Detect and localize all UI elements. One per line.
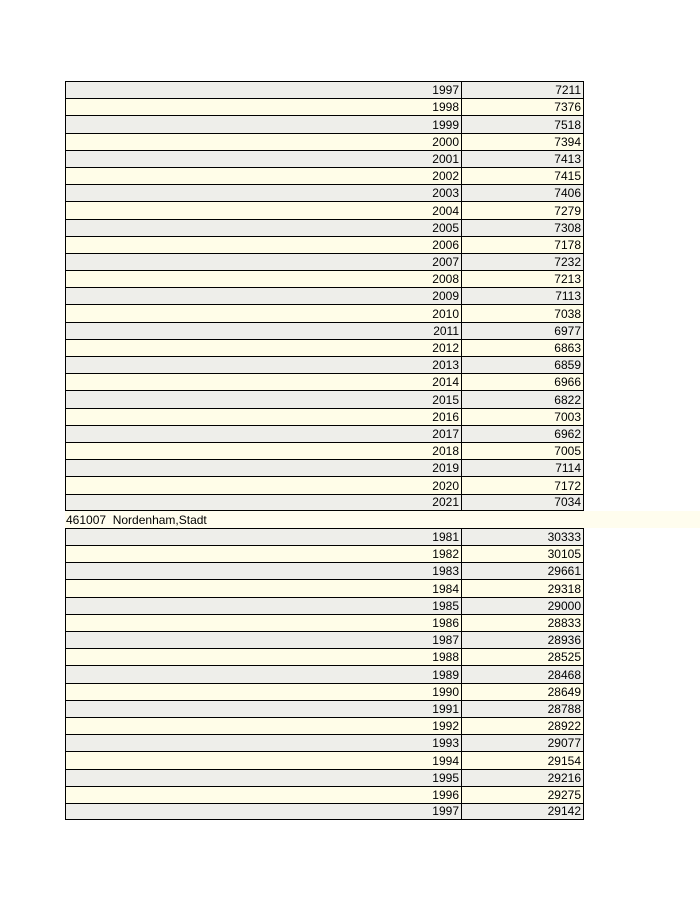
value-text: 7172	[554, 478, 581, 493]
table-row	[0, 717, 700, 734]
value-cell	[462, 425, 584, 442]
section-title: 461007 Nordenham,Stadt	[66, 512, 207, 527]
value-text: 29661	[547, 564, 581, 579]
value-cell	[462, 304, 584, 321]
year-text: 1986	[432, 616, 459, 630]
value-text: 7038	[554, 306, 581, 321]
year-cell	[65, 700, 462, 717]
year-cell	[65, 786, 462, 803]
table-row	[0, 734, 700, 751]
year-text: 2012	[432, 341, 459, 355]
year-cell	[65, 356, 462, 373]
year-cell	[65, 459, 462, 476]
year-text: 1983	[432, 564, 459, 579]
year-cell	[65, 476, 462, 493]
table-row	[0, 683, 700, 700]
table-row	[0, 219, 700, 236]
value-cell	[462, 700, 584, 717]
table-row	[0, 803, 700, 820]
year-cell	[65, 683, 462, 700]
value-text: 7406	[554, 186, 581, 201]
year-cell	[65, 167, 462, 184]
year-text: 1996	[432, 787, 459, 802]
value-text: 28525	[547, 650, 581, 665]
value-cell	[462, 270, 584, 287]
value-text: 29154	[547, 753, 581, 768]
table-row	[0, 631, 700, 648]
table-row	[0, 769, 700, 786]
year-cell	[65, 219, 462, 236]
table-row	[0, 528, 700, 545]
year-cell	[65, 631, 462, 648]
year-text: 1999	[432, 117, 459, 132]
year-cell	[65, 201, 462, 218]
value-text: 29216	[547, 770, 581, 785]
year-text: 2014	[432, 375, 459, 390]
value-cell	[462, 236, 584, 253]
value-text: 7413	[554, 151, 581, 166]
year-cell	[65, 98, 462, 115]
year-text: 1998	[432, 100, 459, 115]
year-cell	[65, 253, 462, 270]
value-cell	[462, 769, 584, 786]
year-text: 2009	[432, 289, 459, 304]
year-cell	[65, 373, 462, 390]
value-text: 6859	[554, 358, 581, 373]
year-cell	[65, 494, 462, 511]
year-text: 2002	[432, 169, 459, 184]
year-cell	[65, 150, 462, 167]
table-row	[0, 408, 700, 425]
year-cell	[65, 562, 462, 579]
value-text: 29000	[547, 598, 581, 613]
value-text: 29077	[547, 736, 581, 751]
value-text: 7005	[554, 444, 581, 459]
table-row	[0, 700, 700, 717]
year-text: 2007	[432, 255, 459, 270]
value-text: 6966	[554, 375, 581, 390]
year-text: 1984	[432, 581, 459, 596]
year-cell	[65, 425, 462, 442]
value-cell	[462, 408, 584, 425]
table-row	[0, 81, 700, 98]
table-row	[0, 322, 700, 339]
year-text: 2020	[432, 478, 459, 493]
year-cell	[65, 184, 462, 201]
year-text: 2011	[433, 323, 459, 338]
year-text: 1991	[432, 701, 459, 716]
table-row	[0, 167, 700, 184]
value-cell	[462, 390, 584, 407]
value-cell	[462, 201, 584, 218]
value-cell	[462, 597, 584, 614]
value-cell	[462, 562, 584, 579]
value-cell	[462, 133, 584, 150]
table-row	[0, 476, 700, 493]
year-text: 2005	[432, 220, 459, 235]
year-cell	[65, 322, 462, 339]
value-text: 28788	[547, 701, 581, 716]
year-cell	[65, 717, 462, 734]
year-cell	[65, 528, 462, 545]
value-cell	[462, 322, 584, 339]
value-cell	[462, 734, 584, 751]
value-text: 30333	[547, 530, 581, 545]
year-cell	[65, 115, 462, 132]
year-text: 2019	[432, 461, 459, 476]
value-text: 28833	[547, 616, 581, 630]
value-text: 7114	[555, 461, 581, 476]
value-text: 29142	[547, 804, 581, 819]
value-text: 29275	[547, 787, 581, 802]
value-cell	[462, 648, 584, 665]
value-text: 7113	[555, 289, 581, 304]
year-text: 1997	[432, 804, 459, 819]
table-row	[0, 184, 700, 201]
value-text: 7415	[554, 169, 581, 184]
table-row	[0, 304, 700, 321]
year-cell	[65, 236, 462, 253]
value-cell	[462, 184, 584, 201]
year-text: 2018	[432, 444, 459, 459]
year-cell	[65, 803, 462, 820]
table-row	[0, 665, 700, 682]
year-cell	[65, 133, 462, 150]
year-text: 2000	[432, 134, 459, 149]
value-text: 7394	[554, 134, 581, 149]
value-text: 7279	[554, 203, 581, 218]
value-text: 6962	[554, 426, 581, 441]
year-cell	[65, 734, 462, 751]
year-text: 2006	[432, 237, 459, 252]
value-text: 7376	[554, 100, 581, 115]
year-text: 2004	[432, 203, 459, 218]
value-text: 7308	[554, 220, 581, 235]
value-text: 7232	[554, 255, 581, 270]
value-cell	[462, 373, 584, 390]
value-cell	[462, 339, 584, 356]
year-cell	[65, 614, 462, 631]
year-cell	[65, 648, 462, 665]
year-text: 1994	[432, 753, 459, 768]
value-cell	[462, 442, 584, 459]
value-text: 7003	[554, 409, 581, 424]
year-text: 2008	[432, 272, 459, 287]
value-cell	[462, 81, 584, 98]
table-row	[0, 648, 700, 665]
value-cell	[462, 803, 584, 820]
year-cell	[65, 579, 462, 596]
year-text: 1981	[432, 530, 459, 545]
table-row	[0, 597, 700, 614]
table-row	[0, 201, 700, 218]
value-text: 6863	[554, 341, 581, 355]
value-cell	[462, 219, 584, 236]
value-cell	[462, 476, 584, 493]
value-text: 7213	[554, 272, 581, 287]
year-cell	[65, 597, 462, 614]
section-header	[0, 511, 700, 528]
year-cell	[65, 408, 462, 425]
value-cell	[462, 683, 584, 700]
year-cell	[65, 390, 462, 407]
value-text: 29318	[547, 581, 581, 596]
value-cell	[462, 287, 584, 304]
year-text: 2016	[432, 409, 459, 424]
table-row	[0, 236, 700, 253]
table-row	[0, 494, 700, 511]
year-text: 2021	[432, 494, 459, 509]
value-cell	[462, 751, 584, 768]
table-row	[0, 786, 700, 803]
value-text: 28468	[547, 667, 581, 682]
value-cell	[462, 98, 584, 115]
year-text: 2001	[432, 151, 459, 166]
year-cell	[65, 751, 462, 768]
table-row	[0, 579, 700, 596]
table-row	[0, 98, 700, 115]
year-text: 1989	[432, 667, 459, 682]
value-cell	[462, 579, 584, 596]
value-cell	[462, 115, 584, 132]
table-row	[0, 459, 700, 476]
table-row	[0, 150, 700, 167]
table-row	[0, 115, 700, 132]
value-text: 28936	[547, 633, 581, 648]
year-cell	[65, 442, 462, 459]
table-row	[0, 287, 700, 304]
value-cell	[462, 356, 584, 373]
value-cell	[462, 494, 584, 511]
year-cell	[65, 270, 462, 287]
year-text: 2017	[432, 426, 459, 441]
table-row	[0, 425, 700, 442]
value-cell	[462, 786, 584, 803]
value-cell	[462, 253, 584, 270]
year-text: 1982	[432, 547, 459, 562]
value-text: 6977	[554, 323, 581, 338]
table-row	[0, 356, 700, 373]
value-cell	[462, 167, 584, 184]
value-cell	[462, 631, 584, 648]
table-row	[0, 133, 700, 150]
year-text: 2003	[432, 186, 459, 201]
value-text: 28649	[547, 684, 581, 699]
year-text: 1993	[432, 736, 459, 751]
table-row	[0, 442, 700, 459]
value-cell	[462, 614, 584, 631]
year-cell	[65, 769, 462, 786]
table-row	[0, 614, 700, 631]
value-text: 7211	[555, 83, 581, 98]
year-text: 1990	[432, 684, 459, 699]
value-cell	[462, 150, 584, 167]
year-text: 1985	[432, 598, 459, 613]
table-row	[0, 751, 700, 768]
table-row	[0, 562, 700, 579]
year-text: 1987	[432, 633, 459, 648]
year-text: 1997	[432, 83, 459, 98]
year-text: 2015	[432, 392, 459, 407]
table-row	[0, 390, 700, 407]
value-text: 7178	[554, 237, 581, 252]
value-text: 6822	[554, 392, 581, 407]
year-cell	[65, 81, 462, 98]
year-cell	[65, 339, 462, 356]
value-cell	[462, 665, 584, 682]
year-text: 1995	[432, 770, 459, 785]
table-row	[0, 545, 700, 562]
table-row	[0, 373, 700, 390]
year-cell	[65, 287, 462, 304]
value-text: 28922	[547, 719, 581, 734]
table-row	[0, 270, 700, 287]
value-cell	[462, 459, 584, 476]
year-text: 1988	[432, 650, 459, 665]
value-cell	[462, 717, 584, 734]
year-cell	[65, 545, 462, 562]
year-cell	[65, 304, 462, 321]
spreadsheet-table	[0, 81, 700, 820]
value-text: 7518	[554, 117, 581, 132]
table-row	[0, 253, 700, 270]
year-text: 1992	[432, 719, 459, 734]
value-text: 7034	[554, 494, 581, 509]
value-text: 30105	[547, 547, 581, 562]
year-text: 2010	[432, 306, 459, 321]
value-cell	[462, 528, 584, 545]
year-cell	[65, 665, 462, 682]
year-text: 2013	[432, 358, 459, 373]
value-cell	[462, 545, 584, 562]
table-row	[0, 339, 700, 356]
